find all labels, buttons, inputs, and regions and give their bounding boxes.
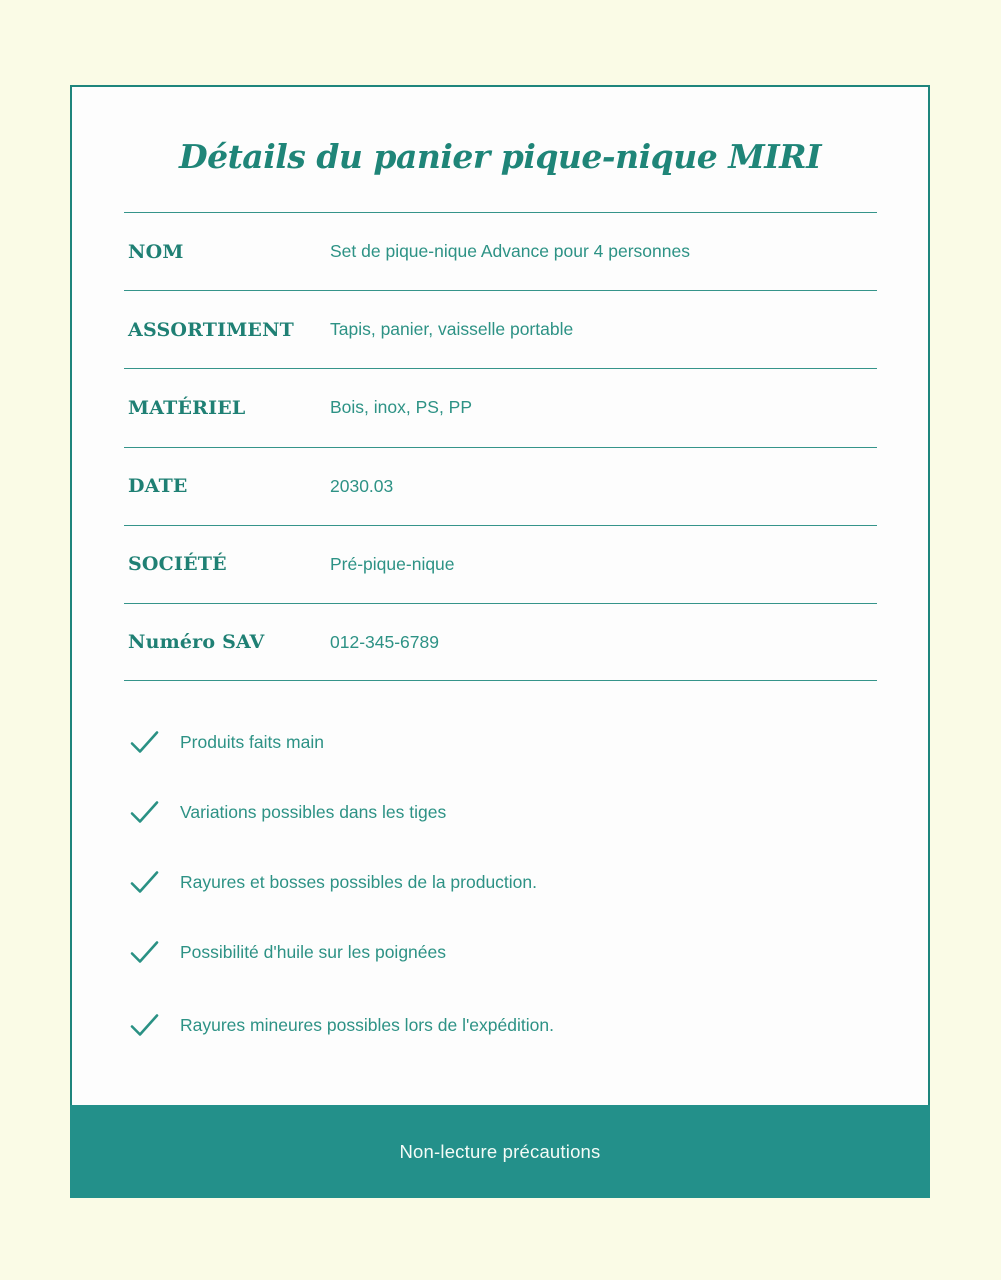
check-item-label: Variations possibles dans les tiges: [180, 801, 447, 822]
spec-value: Tapis, panier, vaisselle portable: [330, 319, 574, 340]
spec-row-assortiment: [124, 290, 877, 368]
spec-value: Set de pique-nique Advance pour 4 personnes: [330, 241, 690, 262]
list-item: [130, 727, 830, 757]
footer-bar: [70, 1105, 930, 1198]
spec-label: SOCIÉTÉ: [128, 553, 227, 576]
check-item-label: Possibilité d'huile sur les poignées: [180, 941, 446, 962]
check-icon: [130, 800, 159, 824]
spec-label: MATÉRIEL: [128, 396, 246, 419]
product-detail-card: [70, 85, 930, 1198]
check-item-label: Rayures mineures possibles lors de l'expédition.: [180, 1014, 554, 1035]
spec-row-numero-sav: [124, 603, 877, 681]
precautions-checklist: [130, 727, 830, 1080]
list-item: [130, 1010, 830, 1040]
spec-row-nom: [124, 212, 877, 290]
list-item: [130, 867, 830, 897]
spec-value: 012-345-6789: [330, 631, 439, 652]
check-icon: [130, 1013, 159, 1037]
list-item: [130, 937, 830, 967]
spec-label: Numéro SAV: [128, 631, 265, 654]
spec-label: ASSORTIMENT: [128, 318, 295, 341]
check-item-label: Rayures et bosses possibles de la production.: [180, 871, 538, 892]
list-item: [130, 797, 830, 827]
check-item-label: Produits faits main: [180, 731, 324, 752]
spec-value: Pré-pique-nique: [330, 553, 455, 574]
spec-label: NOM: [128, 240, 184, 263]
spec-table: [124, 212, 877, 681]
check-icon: [130, 730, 159, 754]
spec-label: DATE: [128, 475, 188, 498]
check-icon: [130, 870, 159, 894]
check-icon: [130, 940, 159, 964]
spec-value: Bois, inox, PS, PP: [330, 397, 473, 418]
page-title: Détails du panier pique-nique MIRI: [178, 137, 822, 176]
spec-row-date: [124, 447, 877, 525]
spec-value: 2030.03: [330, 475, 394, 496]
spec-row-societe: [124, 525, 877, 603]
footer-label: Non-lecture précautions: [399, 1140, 601, 1162]
spec-row-materiel: [124, 368, 877, 446]
